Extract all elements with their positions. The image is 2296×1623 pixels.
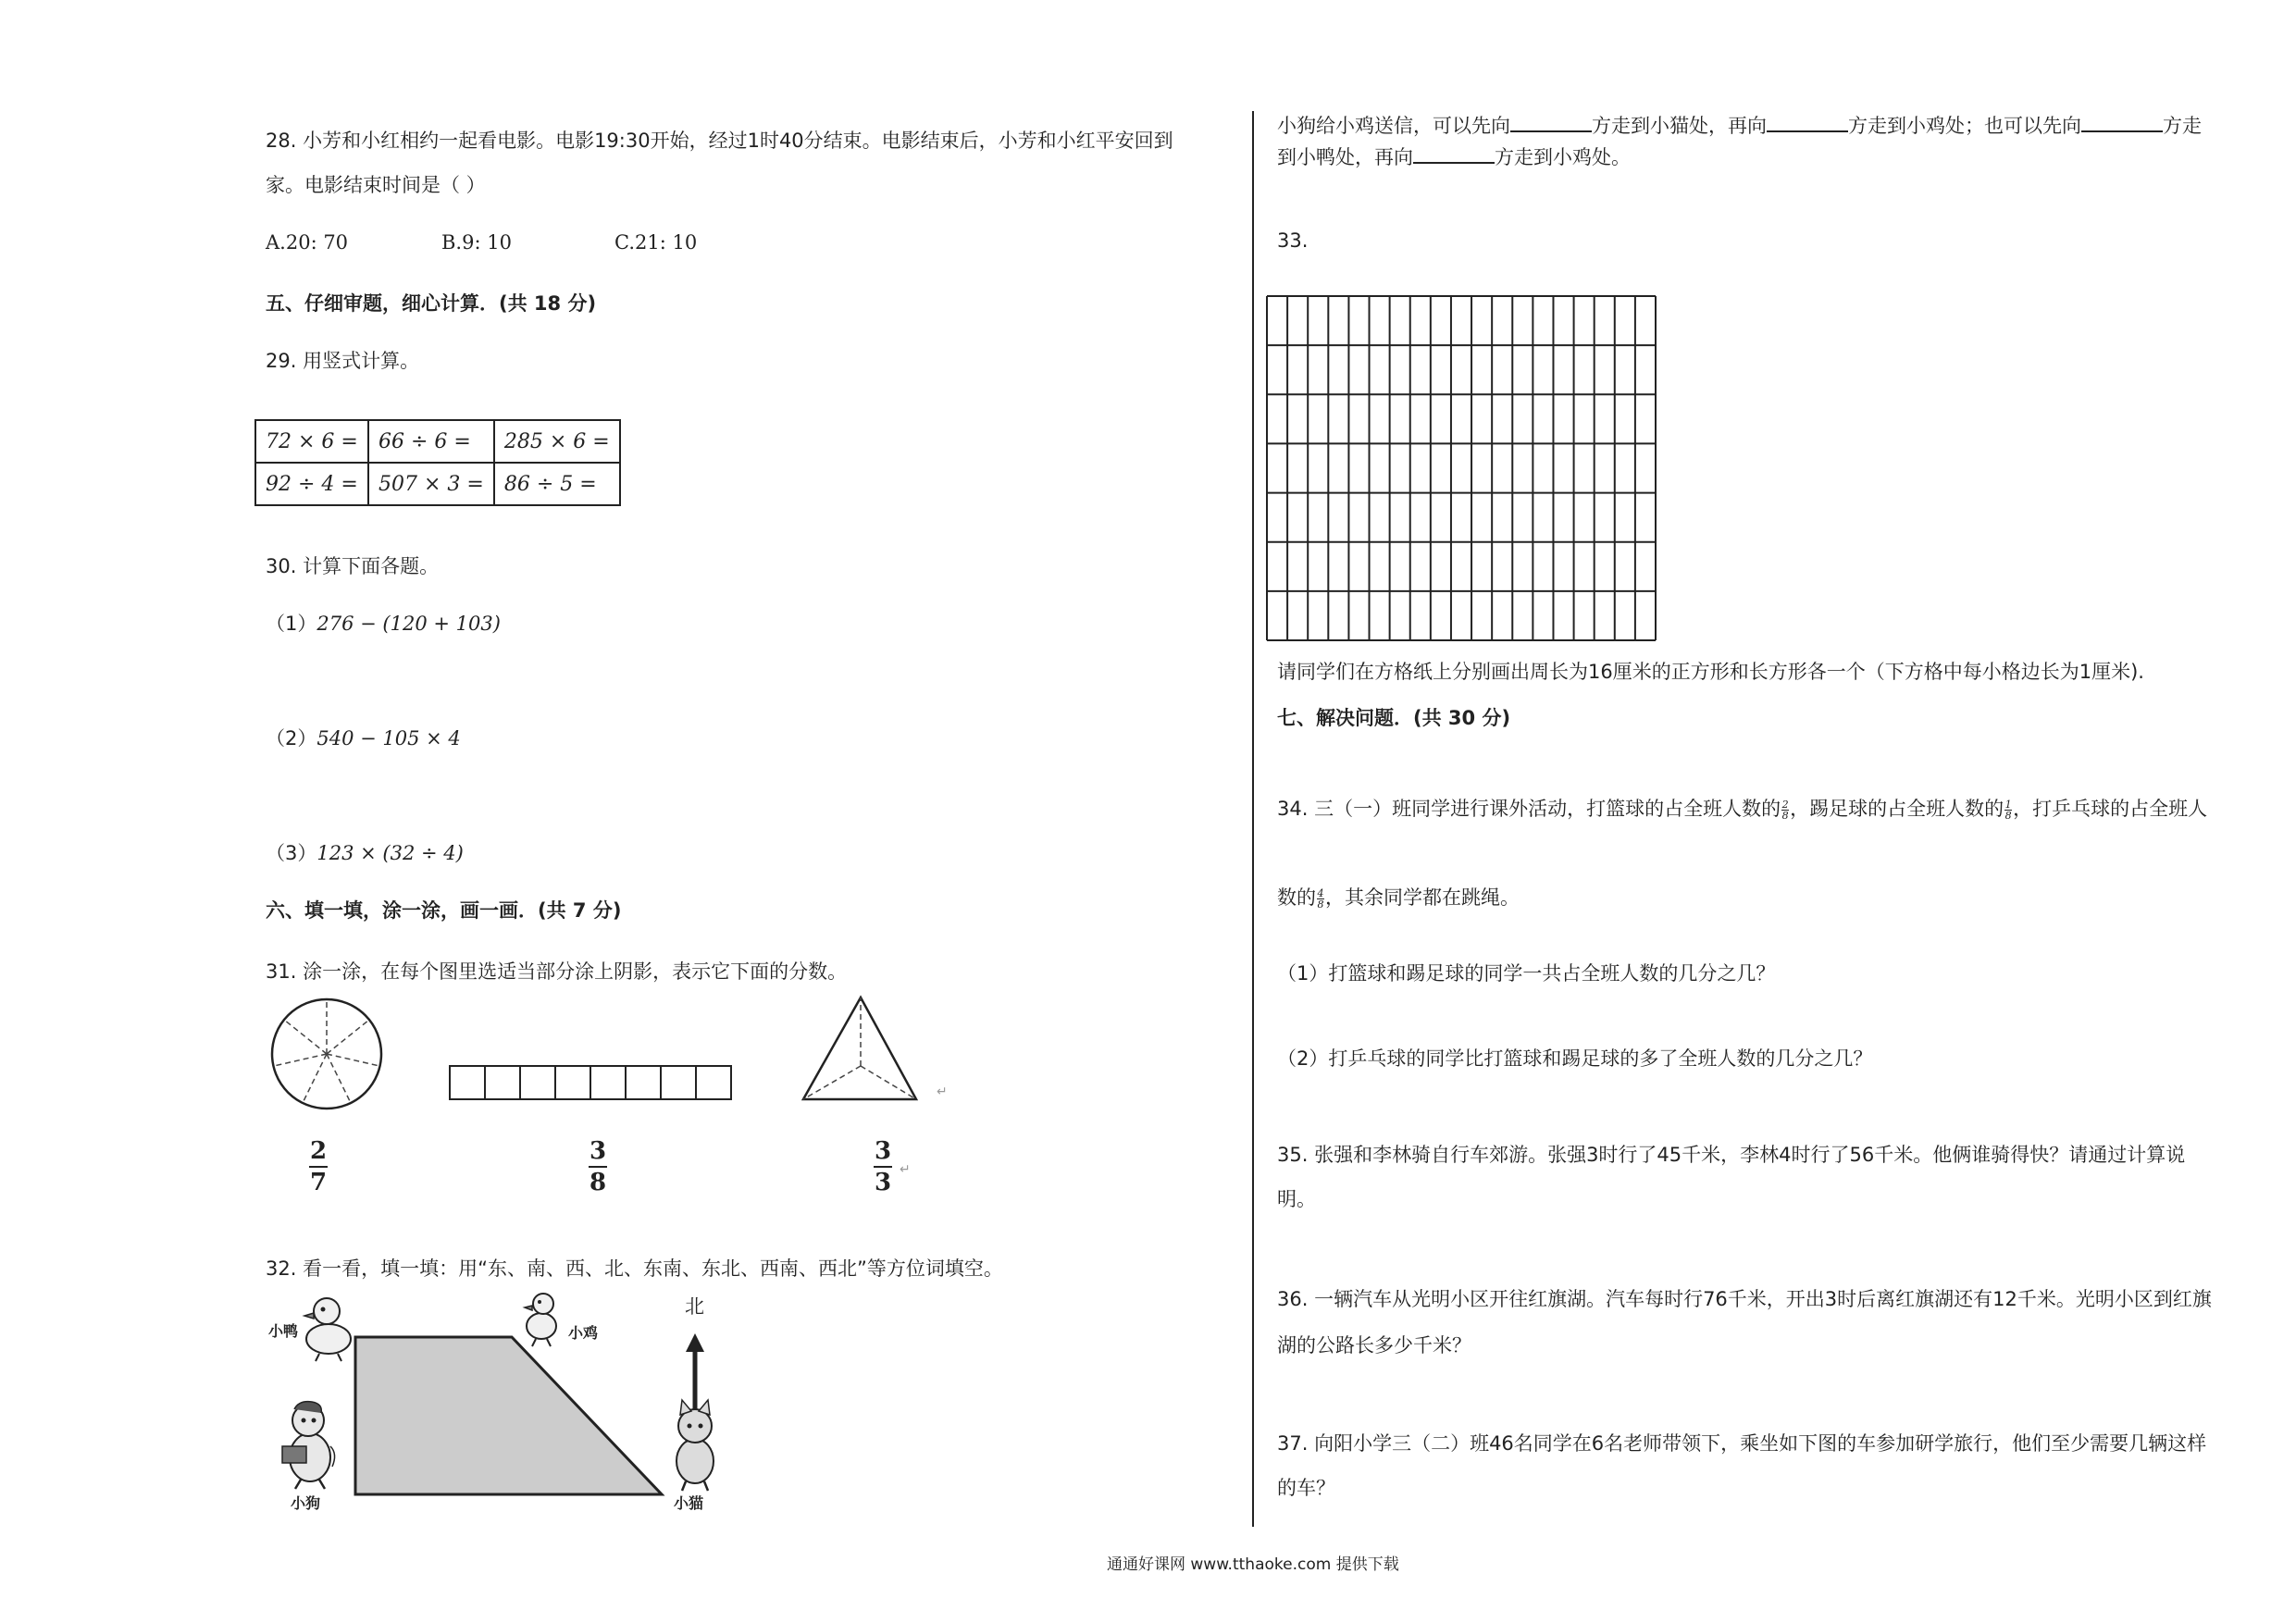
q34-line2 xyxy=(1277,883,1520,912)
q34-text-part: ，打乒乓球的占全班人 xyxy=(2013,798,2208,820)
q32-continued-line1 xyxy=(1277,111,2202,141)
fraction-numerator: 3 xyxy=(874,1137,892,1165)
q34-fraction-football xyxy=(2004,799,2012,821)
q31-text: 31. 涂一涂，在每个图里选适当部分涂上阴影，表示它下面的分数。 xyxy=(266,960,848,983)
q28-line2: 家。电影结束时间是（ ） xyxy=(266,174,486,196)
q33-number: 33. xyxy=(1277,229,1309,252)
calc-cell: 92 ÷ 4 = xyxy=(255,463,368,505)
fraction-denominator: 8 xyxy=(2004,809,2012,822)
q30-item-label: （3） xyxy=(266,842,317,864)
q28-option-c: C.21: 10 xyxy=(614,231,698,254)
q32-text: 32. 看一看，填一填：用“东、南、西、北、东南、东北、西南、西北”等方位词填空。 xyxy=(266,1258,1003,1280)
table-row xyxy=(255,463,620,505)
q32-text-part: 方走到小鸡处；也可以先向 xyxy=(1848,115,2081,137)
q36-line1: 36. 一辆汽车从光明小区开往红旗湖。汽车每时行76千米，开出3时后离红旗湖还有12千米。光明小区到红旗 xyxy=(1277,1288,2212,1310)
label-cat: 小猫 xyxy=(674,1494,704,1512)
q34-text-part: 数的 xyxy=(1277,886,1316,909)
q33-grid-paper[interactable] xyxy=(1265,294,1657,642)
fraction-numerator: 2 xyxy=(309,1137,328,1165)
q28-option-a: A.20: 70 xyxy=(266,231,349,254)
q32-text-part: 方走到小猫处，再向 xyxy=(1592,115,1767,137)
q32-text-part: 小狗给小鸡送信，可以先向 xyxy=(1277,115,1510,137)
q30-item-1 xyxy=(266,609,501,638)
label-north: 北 xyxy=(685,1295,704,1318)
q31-fraction-2 xyxy=(589,1138,607,1196)
fraction-denominator: 7 xyxy=(309,1169,328,1196)
q30-item-label: （1） xyxy=(266,613,317,635)
label-duck: 小鸭 xyxy=(268,1322,299,1340)
q28-option-b: B.9: 10 xyxy=(441,231,512,254)
q32-map xyxy=(264,1291,736,1522)
q30-item-expr: 123 × (32 ÷ 4) xyxy=(316,842,464,864)
section-7-heading: 七、解决问题．(共 30 分) xyxy=(1277,707,1511,729)
q30-item-expr: 276 − (120 + 103) xyxy=(316,613,501,635)
north-arrow-icon xyxy=(686,1333,704,1411)
fraction-numerator: 2 xyxy=(1781,798,1789,811)
q32-text-part: 方走到小鸡处。 xyxy=(1495,146,1631,168)
duck-illustration xyxy=(304,1298,351,1361)
label-dog: 小狗 xyxy=(291,1494,321,1512)
q30-item-2 xyxy=(266,724,461,753)
answer-blank[interactable] xyxy=(2081,112,2163,132)
chick-illustration xyxy=(525,1294,556,1346)
q32-continued-line2 xyxy=(1277,142,1631,172)
q31-strip-figure xyxy=(448,1064,735,1103)
return-mark: ↵ xyxy=(900,1162,911,1177)
q37-line2: 的车？ xyxy=(1277,1477,1335,1499)
fraction-denominator: 8 xyxy=(589,1169,607,1196)
q34-text-part: ，踢足球的占全班人数的 xyxy=(1790,798,2004,820)
q35-line2: 明。 xyxy=(1277,1188,1316,1210)
q32-text-part: 方走 xyxy=(2163,115,2202,137)
calc-cell: 66 ÷ 6 = xyxy=(368,420,494,463)
calc-cell: 285 × 6 = xyxy=(494,420,620,463)
grid-lines xyxy=(1267,296,1656,640)
label-chick: 小鸡 xyxy=(568,1324,599,1342)
q31-triangle-dividers xyxy=(803,997,916,1099)
q29-text: 29. 用竖式计算。 xyxy=(266,350,420,372)
return-mark: ↵ xyxy=(937,1084,948,1099)
calc-cell: 72 × 6 = xyxy=(255,420,368,463)
q31-fraction-3 xyxy=(874,1138,892,1196)
q34-sub2: （2）打乒乓球的同学比打篮球和踢足球的多了全班人数的几分之几？ xyxy=(1277,1047,1873,1070)
q32-trapezoid xyxy=(355,1337,662,1494)
q33-text: 请同学们在方格纸上分别画出周长为16厘米的正方形和长方形各一个（下方格中每小格边长为1厘米). xyxy=(1277,661,2144,683)
calc-cell: 507 × 3 = xyxy=(368,463,494,505)
q34-text-part: ，其余同学都在跳绳。 xyxy=(1325,886,1520,909)
q34-fraction-pingpong xyxy=(1317,888,1324,910)
cat-illustration xyxy=(676,1400,714,1491)
q30-item-3 xyxy=(266,838,464,868)
calc-cell: 86 ÷ 5 = xyxy=(494,463,620,505)
q37-line1: 37. 向阳小学三（二）班46名同学在6名老师带领下，乘坐如下图的车参加研学旅行，他们至少需要几辆这样 xyxy=(1277,1432,2207,1455)
table-row xyxy=(255,420,620,463)
q34-fraction-basketball xyxy=(1781,799,1789,821)
section-5-heading: 五、仔细审题，细心计算．(共 18 分) xyxy=(266,292,597,315)
fraction-numerator: 4 xyxy=(1317,886,1324,899)
fraction-numerator: 3 xyxy=(589,1137,607,1165)
answer-blank[interactable] xyxy=(1767,112,1848,132)
q34-text-part: 34. 三（一）班同学进行课外活动，打篮球的占全班人数的 xyxy=(1277,798,1781,820)
section-6-heading: 六、填一填，涂一涂，画一画．(共 7 分) xyxy=(266,899,622,922)
q34-sub1: （1）打篮球和踢足球的同学一共占全班人数的几分之几？ xyxy=(1277,962,1776,985)
q31-triangle-figure xyxy=(800,992,920,1105)
q35-line1: 35. 张强和李林骑自行车郊游。张强3时行了45千米，李林4时行了56千米。他俩谁骑得快？请通过计算说 xyxy=(1277,1144,2186,1166)
answer-blank[interactable] xyxy=(1510,112,1592,132)
q34-line1 xyxy=(1277,794,2207,824)
answer-blank[interactable] xyxy=(1413,143,1495,164)
q29-calc-table xyxy=(254,419,621,506)
fraction-denominator: 8 xyxy=(1781,809,1789,822)
dog-illustration xyxy=(282,1402,335,1489)
q32-text-part: 到小鸭处，再向 xyxy=(1277,146,1413,168)
q31-fraction-1 xyxy=(309,1138,328,1196)
page-footer: 通通好课网 www.tthaoke.com 提供下载 xyxy=(1107,1555,1399,1574)
q31-circle-figure xyxy=(267,994,387,1114)
q31-strip-cells xyxy=(450,1066,731,1099)
q30-item-expr: 540 − 105 × 4 xyxy=(316,727,461,750)
fraction-numerator: 1 xyxy=(2004,798,2012,811)
fraction-denominator: 3 xyxy=(874,1169,892,1196)
q36-line2: 湖的公路长多少千米？ xyxy=(1277,1334,1471,1357)
column-divider xyxy=(1252,111,1254,1527)
q28-line1: 28. 小芳和小红相约一起看电影。电影19:30开始，经过1时40分结束。电影结束后，小芳和小红平安回到 xyxy=(266,130,1173,152)
q31-triangle xyxy=(803,997,916,1099)
q30-text: 30. 计算下面各题。 xyxy=(266,555,440,577)
fraction-denominator: 8 xyxy=(1317,898,1324,911)
q30-item-label: （2） xyxy=(266,727,317,750)
